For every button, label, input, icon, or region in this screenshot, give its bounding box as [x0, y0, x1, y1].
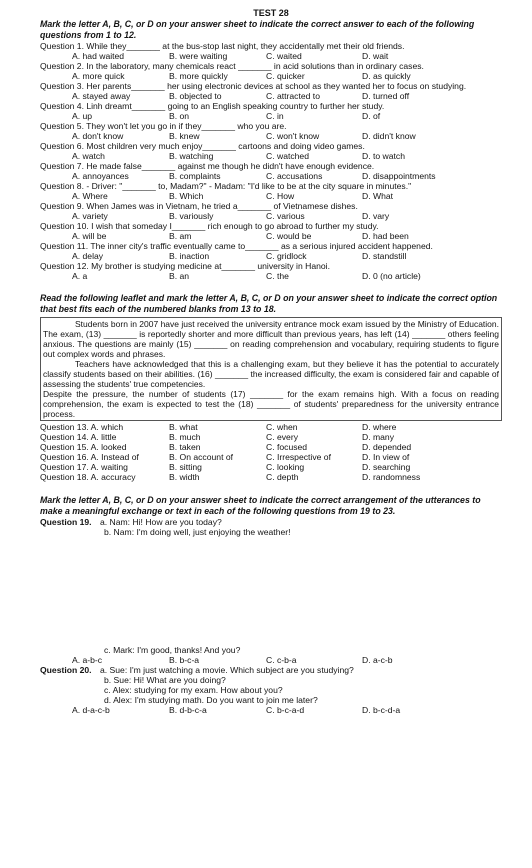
question-5-options — [40, 131, 502, 141]
question-13 — [40, 422, 502, 432]
question-8-options — [40, 191, 502, 201]
q5-option-b[interactable]: B. knew — [169, 131, 200, 141]
question-7-options — [40, 171, 502, 181]
q1-option-d[interactable]: D. wait — [362, 51, 389, 61]
question-10-options — [40, 231, 502, 241]
q8-option-b[interactable]: B. Which — [169, 191, 204, 201]
q1-option-c[interactable]: C. waited — [266, 51, 302, 61]
question-list — [40, 41, 502, 281]
instruction-2: Read the following leaflet and mark the letter A, B, C, or D on your answer sheet to indicate the correct option that best fits each of the numbered blanks from 13 to 18. — [40, 293, 498, 314]
question-8: Question 8. - Driver: "_______ to, Madam?" - Madam: "I'd like to be at the city square in minutes." — [40, 181, 412, 191]
q7-option-c[interactable]: C. accusations — [266, 171, 323, 181]
q14-option-a[interactable]: Question 14. A. little — [40, 432, 117, 442]
question-11-options — [40, 251, 502, 261]
question-20-label: Question 20. — [40, 665, 92, 675]
passage-paragraph-2: Teachers have acknowledged that this is a challenging exam, but they believe it has the potential to accurately classify students based on their abilities. (16) _______ the increased difficulty, the exam is considered fair and capable of assessing the students' true competencies. — [43, 359, 499, 389]
q15-option-b[interactable]: B. taken — [169, 442, 201, 452]
q19-option-d[interactable]: D. a-c-b — [362, 655, 393, 665]
q19-line-a: a. Nam: Hi! How are you today? — [99, 517, 222, 527]
instruction-3: Mark the letter A, B, C, or D on your answer sheet to indicate the correct arrangement of the utterances to make a meaningful exchange or text in each of the following questions from 19 to 23. — [40, 495, 481, 516]
q14-option-c[interactable]: C. every — [266, 432, 298, 442]
q5-option-a[interactable]: A. don't know — [72, 131, 124, 141]
question-3-options — [40, 91, 502, 101]
q14-option-d[interactable]: D. many — [362, 432, 394, 442]
q3-option-b[interactable]: B. objected to — [169, 91, 222, 101]
q16-option-d[interactable]: D. In view of — [362, 452, 410, 462]
q7-option-d[interactable]: D. disappointments — [362, 171, 436, 181]
question-4-options — [40, 111, 502, 121]
question-6: Question 6. Most children very much enjoy_______ cartoons and doing video games. — [40, 141, 365, 151]
q8-option-d[interactable]: D. What — [362, 191, 394, 201]
q19-option-b[interactable]: B. b-c-a — [169, 655, 200, 665]
q18-option-b[interactable]: B. width — [169, 472, 200, 482]
question-19 — [40, 517, 502, 527]
question-2: Question 2. In the laboratory, many chemicals react _______ in acid solutions than in ordinary cases. — [40, 61, 424, 71]
question-1: Question 1. While they_______ at the bus-stop last night, they accidentally met their old friends. — [40, 41, 405, 51]
question-15 — [40, 442, 502, 452]
q13-option-d[interactable]: D. where — [362, 422, 397, 432]
q17-option-d[interactable]: D. searching — [362, 462, 411, 472]
q17-option-c[interactable]: C. looking — [266, 462, 305, 472]
q9-option-d[interactable]: D. vary — [362, 211, 390, 221]
q9-option-c[interactable]: C. various — [266, 211, 305, 221]
q12-option-d[interactable]: D. 0 (no article) — [362, 271, 421, 281]
q8-option-a[interactable]: A. Where — [72, 191, 108, 201]
q9-option-a[interactable]: A. variety — [72, 211, 108, 221]
q20-line-c: c. Alex: studying for my exam. How about you? — [104, 685, 283, 695]
passage-paragraph-1: Students born in 2007 have just received the university entrance mock exam issued by the Ministry of Education. The exam, (13) _______ is reportedly shorter and more difficult than previous years, has left (14) _______ others feeling anxious. The questions are mainly (15) _______ on reading comprehension and vocabulary, requiring students to figure out complex words and phrases. — [43, 319, 499, 359]
q13-option-a[interactable]: Question 13. A. which — [40, 422, 124, 432]
q10-option-d[interactable]: D. had been — [362, 231, 409, 241]
q20-option-d[interactable]: D. b-c-d-a — [362, 705, 401, 715]
q13-option-c[interactable]: C. when — [266, 422, 298, 432]
q11-option-b[interactable]: B. inaction — [169, 251, 210, 261]
question-11: Question 11. The inner city's traffic eventually came to_______ as a serious injured accident happened. — [40, 241, 433, 251]
question-4: Question 4. Linh dreamt_______ going to an English speaking country to further her study. — [40, 101, 385, 111]
q20-line-d: d. Alex: I'm studying math. Do you want to join me later? — [104, 695, 318, 705]
q5-option-d[interactable]: D. didn't know — [362, 131, 416, 141]
q6-option-a[interactable]: A. watch — [72, 151, 105, 161]
question-2-options — [40, 71, 502, 81]
q16-option-b[interactable]: B. On account of — [169, 452, 234, 462]
q16-option-a[interactable]: Question 16. A. Instead of — [40, 452, 139, 462]
question-16 — [40, 452, 502, 462]
q1-option-b[interactable]: B. were waiting — [169, 51, 228, 61]
q1-option-a[interactable]: A. had waited — [72, 51, 125, 61]
q17-option-b[interactable]: B. sitting — [169, 462, 202, 472]
q2-option-c[interactable]: C. quicker — [266, 71, 305, 81]
q15-option-d[interactable]: D. depended — [362, 442, 412, 452]
q15-option-c[interactable]: C. focused — [266, 442, 308, 452]
q4-option-a[interactable]: A. up — [72, 111, 93, 121]
q16-option-c[interactable]: C. Irrespective of — [266, 452, 331, 462]
q20-line-b: b. Sue: Hi! What are you doing? — [104, 675, 226, 685]
question-1-options — [40, 51, 502, 61]
q11-option-d[interactable]: D. standstill — [362, 251, 407, 261]
q6-option-b[interactable]: B. watching — [169, 151, 214, 161]
q19-line-c: c. Mark: I'm good, thanks! And you? — [104, 645, 241, 655]
q17-option-a[interactable]: Question 17. A. waiting — [40, 462, 128, 472]
question-7: Question 7. He made false_______ against me though he didn't have enough evidence. — [40, 161, 375, 171]
question-18 — [40, 472, 502, 482]
q11-option-a[interactable]: A. delay — [72, 251, 104, 261]
question-6-options — [40, 151, 502, 161]
passage-paragraph-3: Despite the pressure, the number of students (17) _______ for the exam remains high. With a focus on reading comprehension, the exam is expected to test the (18) _______ of students' preparedness for the university entrance process. — [43, 389, 499, 419]
question-14 — [40, 432, 502, 442]
question-10: Question 10. I wish that someday I_______ rich enough to go abroad to further my study. — [40, 221, 379, 231]
leaflet-passage — [40, 317, 502, 421]
q20-line-a: a. Sue: I'm just watching a movie. Which subject are you studying? — [99, 665, 354, 675]
question-9-options — [40, 211, 502, 221]
q19-options — [40, 655, 502, 665]
q4-option-c[interactable]: C. in — [266, 111, 284, 121]
q19-option-a[interactable]: A. a-b-c — [72, 655, 103, 665]
question-9: Question 9. When James was in Vietnam, he tried a_______ of Vietnamese dishes. — [40, 201, 358, 211]
question-17 — [40, 462, 502, 472]
q4-option-b[interactable]: B. on — [169, 111, 190, 121]
q11-option-c[interactable]: C. gridlock — [266, 251, 307, 261]
fill-question-list — [40, 422, 502, 482]
q10-option-a[interactable]: A. will be — [72, 231, 107, 241]
q6-option-d[interactable]: D. to watch — [362, 151, 405, 161]
q3-option-a[interactable]: A. stayed away — [72, 91, 131, 101]
q12-option-a[interactable]: A. a — [72, 271, 88, 281]
test-title: TEST 28 — [253, 8, 289, 18]
q18-option-d[interactable]: D. randomness — [362, 472, 421, 482]
question-20 — [40, 665, 502, 675]
q7-option-a[interactable]: A. annoyances — [72, 171, 129, 181]
q18-option-c[interactable]: C. depth — [266, 472, 299, 482]
question-3: Question 3. Her parents_______ her using electronic devices at school as they wanted her to focus on studying. — [40, 81, 467, 91]
q14-option-b[interactable]: B. much — [169, 432, 201, 442]
q8-option-c[interactable]: C. How — [266, 191, 295, 201]
q18-option-a[interactable]: Question 18. A. accuracy — [40, 472, 136, 482]
q12-option-b[interactable]: B. an — [169, 271, 190, 281]
q6-option-c[interactable]: C. watched — [266, 151, 309, 161]
q19-line-b: b. Nam: I'm doing well, just enjoying the weather! — [104, 527, 291, 537]
q2-option-b[interactable]: B. more quickly — [169, 71, 228, 81]
q15-option-a[interactable]: Question 15. A. looked — [40, 442, 127, 452]
q13-option-b[interactable]: B. what — [169, 422, 198, 432]
exam-page — [40, 8, 502, 715]
q20-option-c[interactable]: C. b-c-a-d — [266, 705, 305, 715]
q10-option-c[interactable]: C. would be — [266, 231, 312, 241]
question-19-label: Question 19. — [40, 517, 92, 527]
question-5: Question 5. They won't let you go in if they_______ who you are. — [40, 121, 287, 131]
q20-option-a[interactable]: A. d-a-c-b — [72, 705, 110, 715]
q9-option-b[interactable]: B. variously — [169, 211, 214, 221]
q3-option-d[interactable]: D. turned off — [362, 91, 410, 101]
q12-option-c[interactable]: C. the — [266, 271, 289, 281]
q20-option-b[interactable]: B. d-b-c-a — [169, 705, 207, 715]
q2-option-d[interactable]: D. as quickly — [362, 71, 411, 81]
q3-option-c[interactable]: C. attracted to — [266, 91, 320, 101]
q4-option-d[interactable]: D. of — [362, 111, 381, 121]
q2-option-a[interactable]: A. more quick — [72, 71, 125, 81]
question-12: Question 12. My brother is studying medicine at_______ university in Hanoi. — [40, 261, 330, 271]
q5-option-c[interactable]: C. won't know — [266, 131, 320, 141]
q20-options — [40, 705, 502, 715]
question-12-options — [40, 271, 502, 281]
instruction-1: Mark the letter A, B, C, or D on your answer sheet to indicate the correct answer to each of the following questions from 1 to 12. — [40, 19, 475, 40]
q10-option-b[interactable]: B. am — [169, 231, 192, 241]
q19-option-c[interactable]: C. c-b-a — [266, 655, 297, 665]
q7-option-b[interactable]: B. complaints — [169, 171, 221, 181]
